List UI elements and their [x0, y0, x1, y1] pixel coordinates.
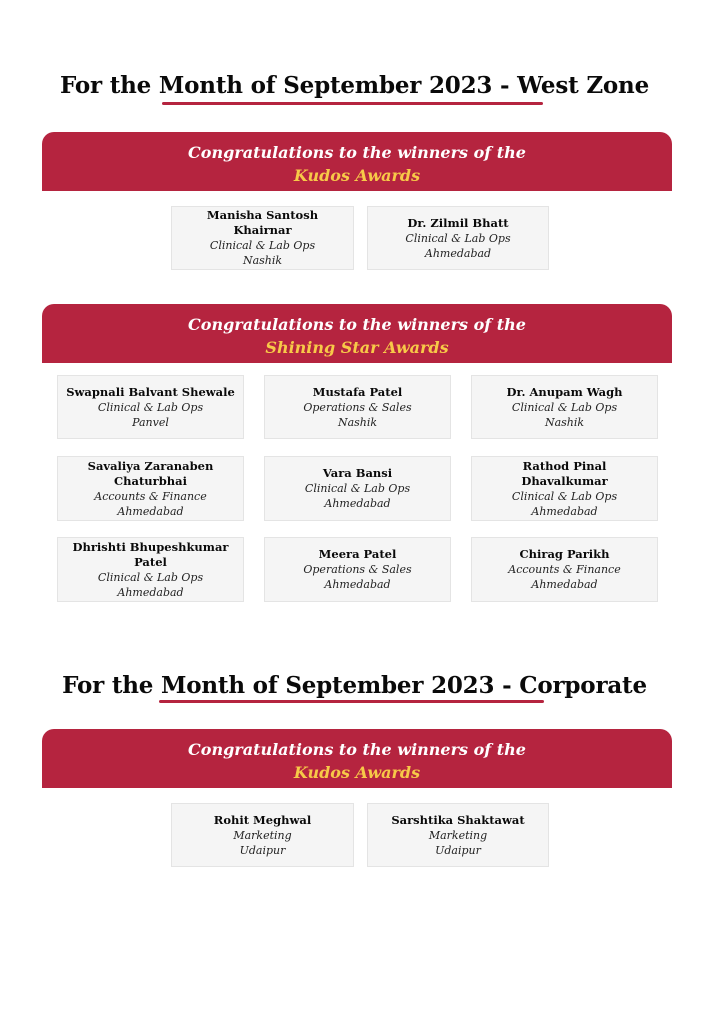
winner-dept: Operations & Sales: [303, 563, 412, 576]
winner-dept: Clinical & Lab Ops: [97, 570, 204, 584]
banner-award-name: Kudos Awards: [293, 763, 421, 782]
winner-dept: Marketing: [233, 828, 292, 842]
west-shining-star-banner: [42, 304, 672, 363]
winner-city: Nashik: [242, 254, 283, 267]
winner-city: Ahmedabad: [324, 497, 391, 510]
winner-card: [367, 803, 549, 867]
winner-name: Manisha Santosh Khairnar: [206, 208, 319, 237]
winner-name: Swapnali Balvant Shewale: [66, 384, 235, 399]
winner-card: [264, 537, 451, 602]
winner-name: Dr. Anupam Wagh: [506, 384, 623, 399]
winner-name: Vara Bansi: [322, 466, 393, 480]
winner-name: Rathod Pinal Dhavalkumar: [521, 458, 608, 488]
winner-city: Ahmedabad: [117, 585, 184, 599]
west-kudos-banner: [42, 132, 672, 191]
winner-card: [471, 375, 658, 439]
winner-name: Meera Patel: [318, 547, 397, 561]
west-zone-title: For the Month of September 2023 - West Zone: [59, 72, 650, 99]
winner-city: Nashik: [544, 415, 585, 429]
winner-card: [57, 456, 244, 521]
corporate-title-underline: [159, 700, 544, 703]
winner-city: Ahmedabad: [117, 504, 184, 518]
banner-award-name: Kudos Awards: [293, 166, 421, 185]
banner-line1: Congratulations to the winners of the: [188, 143, 526, 162]
west-title-underline: [162, 102, 543, 105]
winner-name: Sarshtika Shaktawat: [391, 812, 525, 827]
winner-dept: Clinical & Lab Ops: [405, 231, 511, 245]
winner-city: Ahmedabad: [531, 504, 598, 518]
winner-card: [171, 803, 354, 867]
winner-city: Ahmedabad: [324, 578, 391, 591]
winner-name: Mustafa Patel: [312, 384, 403, 399]
winner-name: Dr. Zilmil Bhatt: [407, 215, 509, 230]
corporate-kudos-banner: [42, 729, 672, 788]
winner-card: [264, 456, 451, 521]
winner-city: Nashik: [337, 415, 378, 429]
winner-card: [471, 537, 658, 602]
banner-line1: Congratulations to the winners of the: [188, 315, 526, 334]
winner-city: Ahmedabad: [424, 246, 492, 260]
winner-name: Savaliya Zaranaben Chaturbhai: [87, 458, 214, 488]
corporate-title: For the Month of September 2023 - Corporate: [62, 672, 647, 699]
winner-dept: Accounts & Finance: [508, 563, 621, 576]
winner-card: [171, 206, 354, 270]
winner-card: [471, 456, 658, 521]
banner-line1: Congratulations to the winners of the: [188, 740, 526, 759]
winner-city: Udaipur: [435, 843, 481, 857]
winner-card: [57, 375, 244, 439]
winner-city: Panvel: [132, 415, 169, 429]
winner-dept: Clinical & Lab Ops: [97, 400, 204, 414]
winner-name: Dhrishti Bhupeshkumar Patel: [72, 539, 229, 569]
winner-city: Ahmedabad: [531, 578, 598, 591]
winner-city: Udaipur: [239, 843, 286, 857]
winner-card: [57, 537, 244, 602]
winner-card: [367, 206, 549, 270]
winner-dept: Marketing: [428, 828, 488, 842]
winner-card: [264, 375, 451, 439]
winner-dept: Clinical & Lab Ops: [511, 489, 618, 503]
winner-name: Rohit Meghwal: [213, 812, 312, 827]
winner-dept: Clinical & Lab Ops: [304, 482, 411, 495]
winner-dept: Clinical & Lab Ops: [209, 239, 316, 252]
winner-dept: Operations & Sales: [303, 400, 412, 414]
winner-name: Chirag Parikh: [519, 547, 610, 561]
winner-dept: Accounts & Finance: [94, 489, 207, 503]
winner-dept: Clinical & Lab Ops: [511, 400, 618, 414]
banner-award-name: Shining Star Awards: [265, 338, 449, 357]
